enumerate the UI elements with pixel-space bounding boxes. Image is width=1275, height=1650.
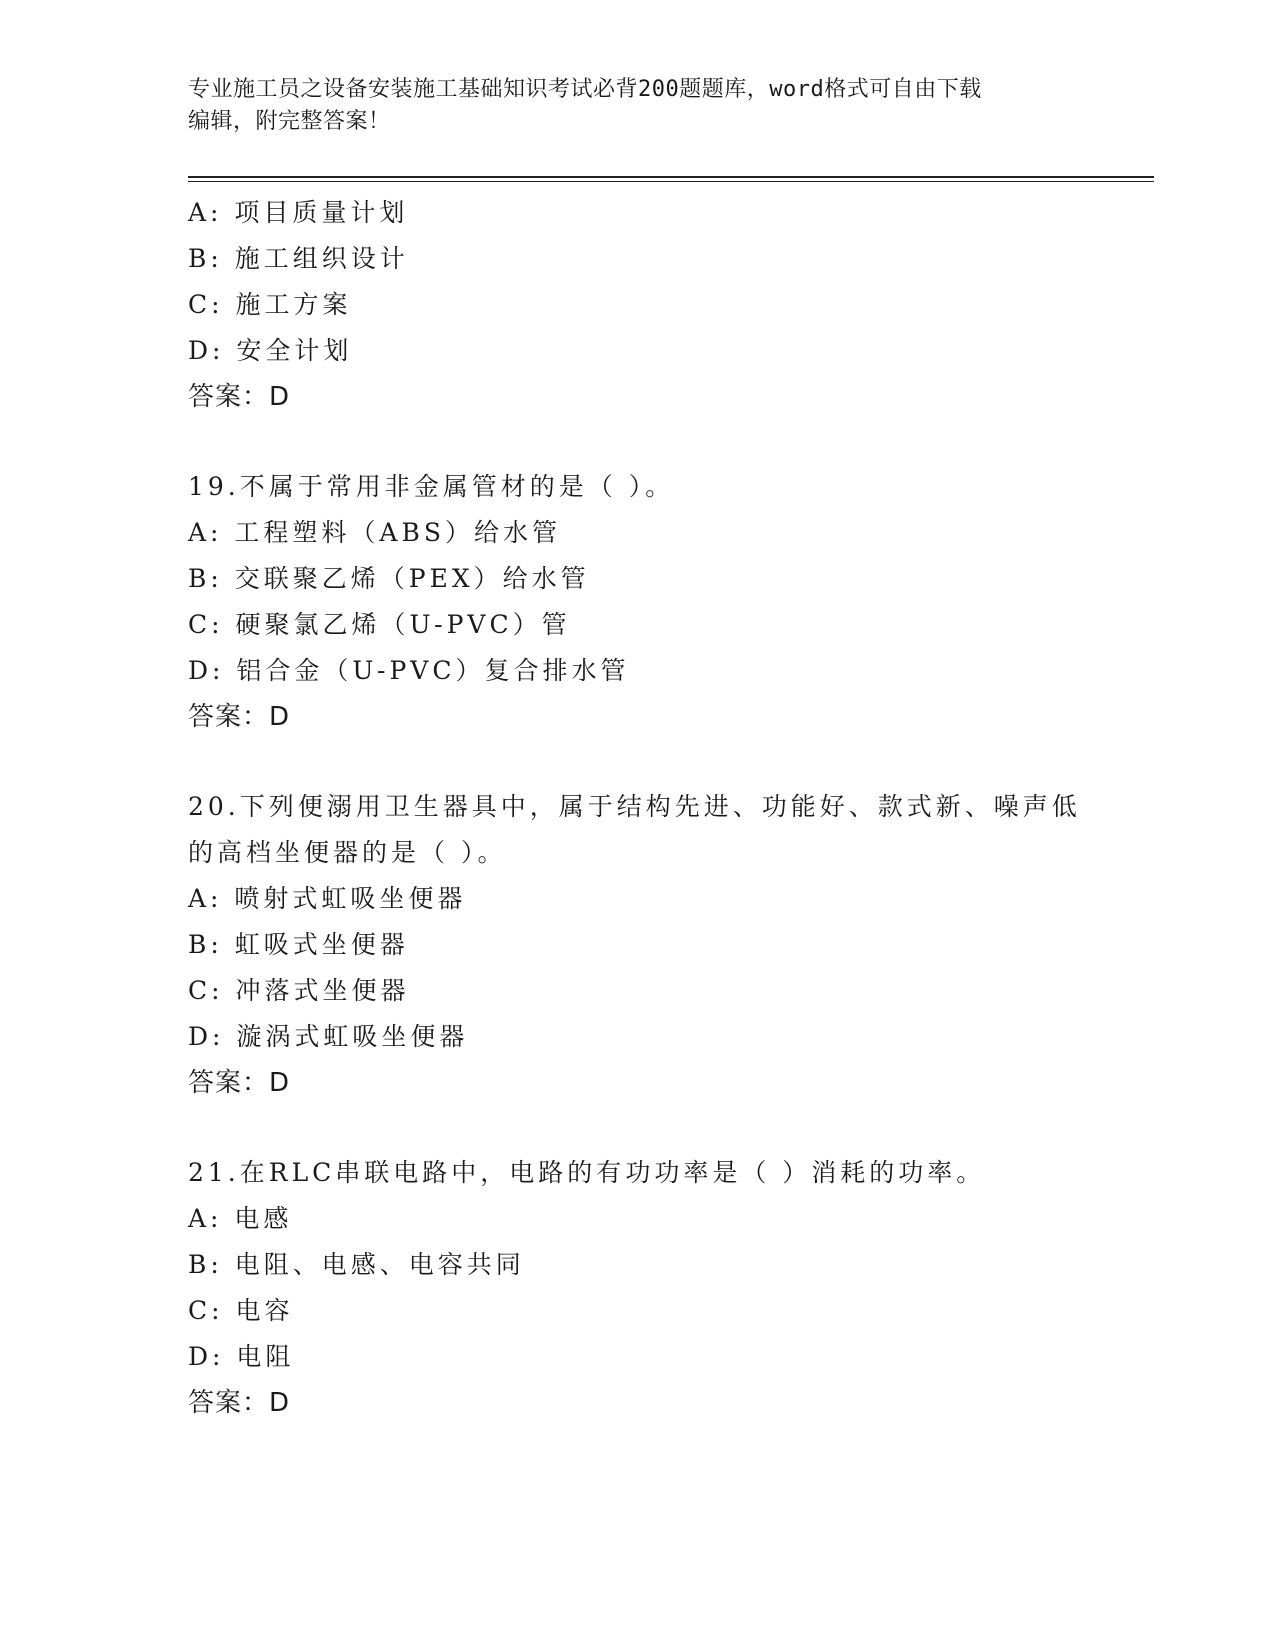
question-text: 19.不属于常用非金属管材的是（ ）。: [188, 472, 675, 501]
question-block-21: [188, 1150, 1088, 1426]
answer-line: 答案：D: [188, 382, 291, 412]
question-text-line-1: 20.下列便溺用卫生器具中，属于结构先进、功能好、款式新、噪声低: [188, 792, 1081, 821]
header-rule-thin: [188, 181, 1154, 182]
answer-line: 答案：D: [188, 1068, 291, 1098]
question-text-line-2: 的高档坐便器的是（ ）。: [188, 838, 507, 867]
header-rule-thick: [188, 176, 1154, 178]
question-block-20: [188, 784, 1088, 1106]
option-b: B: 交联聚乙烯（PEX）给水管: [188, 564, 590, 593]
option-c: C: 冲落式坐便器: [188, 976, 410, 1005]
header-line-2: 编辑，附完整答案！: [188, 109, 391, 134]
option-a: A: 电感: [188, 1204, 293, 1233]
option-d: D: 铝合金（U-PVC）复合排水管: [188, 656, 630, 685]
option-b: B: 施工组织设计: [188, 244, 409, 273]
question-block-19: [188, 464, 1088, 740]
option-c: C: 施工方案: [188, 290, 352, 319]
question-list: [188, 190, 1088, 1426]
document-header: [188, 74, 1068, 138]
option-c: C: 电容: [188, 1296, 294, 1325]
option-a: A: 项目质量计划: [188, 198, 409, 227]
option-c: C: 硬聚氯乙烯（U-PVC）管: [188, 610, 571, 639]
option-b: B: 虹吸式坐便器: [188, 930, 409, 959]
header-line-1: 专业施工员之设备安装施工基础知识考试必背200题题库，word格式可自由下载: [188, 77, 982, 102]
option-a: A: 工程塑料（ABS）给水管: [188, 518, 561, 547]
option-d: D: 电阻: [188, 1342, 295, 1371]
answer-line: 答案：D: [188, 702, 291, 732]
option-a: A: 喷射式虹吸坐便器: [188, 884, 467, 913]
option-d: D: 安全计划: [188, 336, 353, 365]
question-block-18: [188, 190, 1088, 420]
option-b: B: 电阻、电感、电容共同: [188, 1250, 525, 1279]
answer-line: 答案：D: [188, 1388, 291, 1418]
question-text: 21.在RLC串联电路中，电路的有功功率是（ ）消耗的功率。: [188, 1158, 986, 1187]
option-d: D: 漩涡式虹吸坐便器: [188, 1022, 469, 1051]
